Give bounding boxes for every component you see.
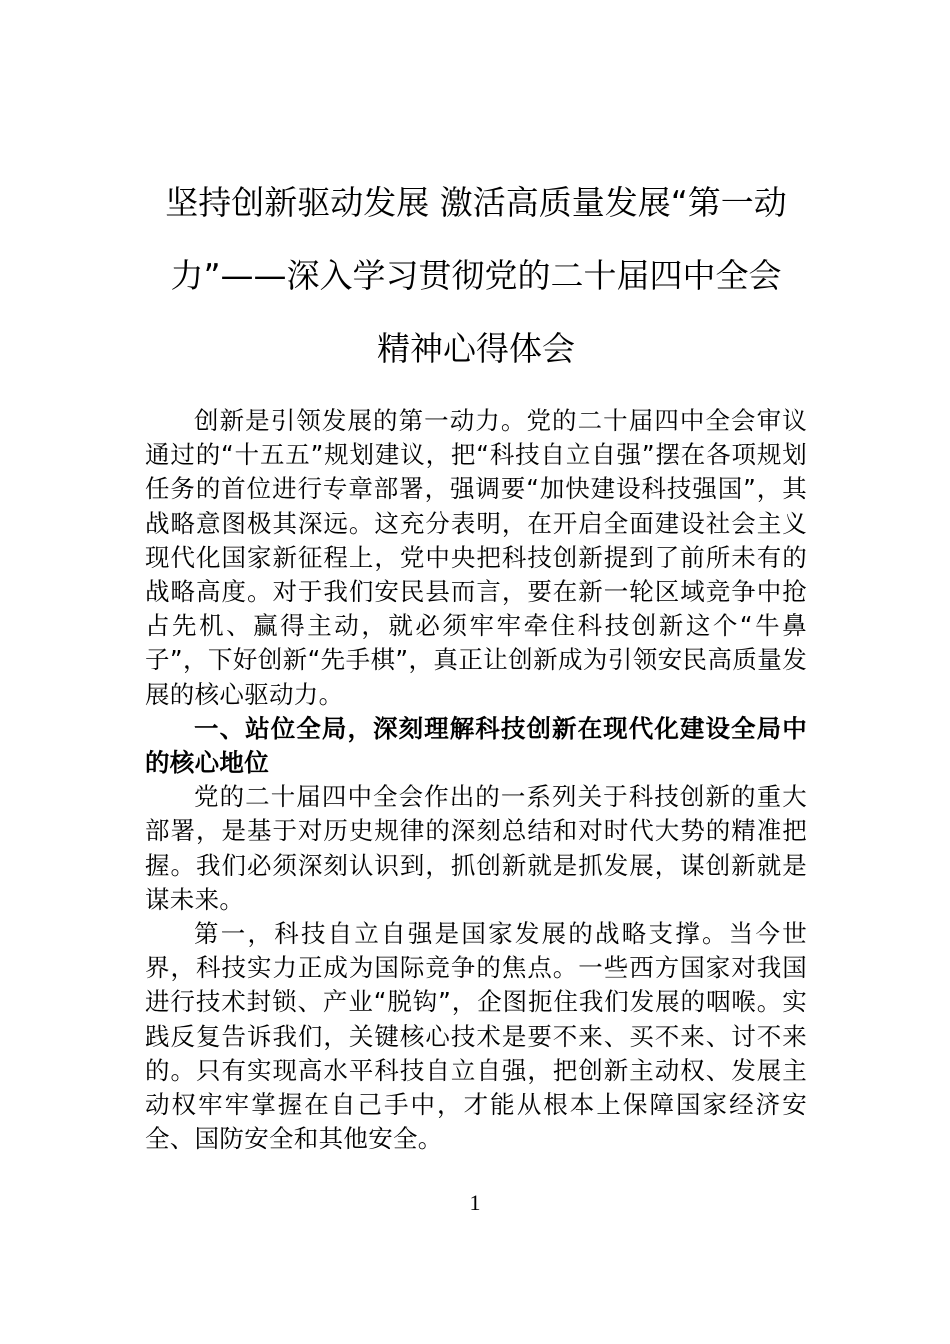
document-body — [145, 404, 807, 1156]
document-title — [145, 166, 807, 385]
section-heading-1: 一、站位全局，深刻理解科技创新在现代化建设全局中的核心地位 — [145, 713, 807, 778]
title-line-1: 坚持创新驱动发展 激活高质量发展“第一动 — [165, 183, 787, 222]
title-line-3: 精神心得体会 — [377, 329, 575, 368]
intro-paragraph: 创新是引领发展的第一动力。党的二十届四中全会审议通过的“十五五”规划建议，把“科技自立自强”摆在各项规划任务的首位进行专章部署，强调要“加快建设科技强国”，其战略意图极其深远。这充分表明，在开启全面建设社会主义现代化国家新征程上，党中央把科技创新提到了前所未有的战略高度。对于我们安民县而言，要在新一轮区域竞争中抢占先机、赢得主动，就必须牢牢牵住科技创新这个“牛鼻子”，下好创新“先手棋”，真正让创新成为引领安民高质量发展的核心驱动力。 — [145, 406, 807, 709]
title-line-2: 力”——深入学习贯彻党的二十届四中全会 — [170, 256, 782, 295]
page-number: 1 — [469, 1190, 481, 1215]
section-1-paragraph-1: 党的二十届四中全会作出的一系列关于科技创新的重大部署，是基于对历史规律的深刻总结和对时代大势的精准把握。我们必须深刻认识到，抓创新就是抓发展，谋创新就是谋未来。 — [145, 782, 807, 914]
section-1-paragraph-2: 第一，科技自立自强是国家发展的战略支撑。当今世界，科技实力正成为国际竞争的焦点。一些西方国家对我国进行技术封锁、产业“脱钩”，企图扼住我们发展的咽喉。实践反复告诉我们，关键核心技术是要不来、买不来、讨不来的。只有实现高水平科技自立自强，把创新主动权、发展主动权牢牢掌握在自己手中，才能从根本上保障国家经济安全、国防安全和其他安全。 — [145, 919, 807, 1154]
